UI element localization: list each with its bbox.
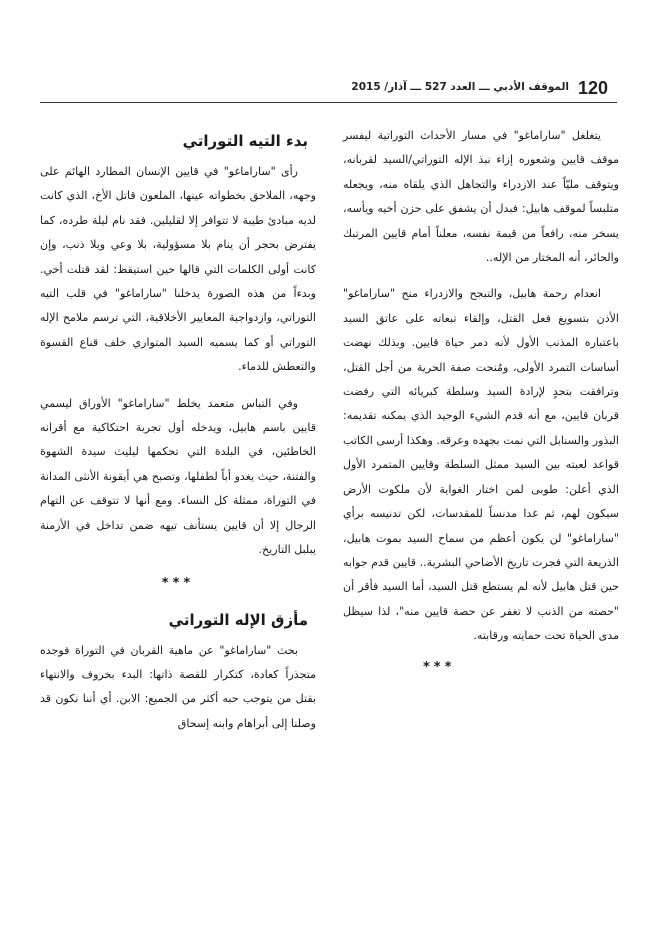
- page-header: [0, 74, 661, 104]
- running-head: الموقف الأدبي ـــ العدد 527 ـــ آذار/ 2015: [351, 81, 569, 93]
- page-number: 120: [578, 78, 609, 98]
- left-column: [40, 130, 316, 736]
- paragraph: وفي التباس متعمد يخلط "ساراماغو" الأوراق ليسمي قايين باسم هابيل، ويدخله أول تجربة احتكاكية مع أقرانه الخاطئين، في البلدة التي تحكمها ليليث سيدة الشهوة والفتنة، حيث يغدو أباً لطفلها، وتصبح هي أيقونة الأنثى المدانة في التوراة، ممثلة كل النساء. ومع أنها لا تتوقف عن التهام الرجال إلا أن قايين يستأنف تيهه ضمن تداخل في الأزمنة يبلبل التاريخ.: [40, 396, 316, 557]
- section-heading: بدء التيه التوراتي: [182, 132, 308, 150]
- section-separator: ***: [423, 659, 456, 675]
- section-heading: مأزق الإله التوراتي: [168, 610, 308, 629]
- right-column: [343, 124, 619, 679]
- section-separator: ***: [161, 575, 195, 591]
- paragraph: بحث "ساراماغو" عن ماهية القربان في التوراة فوجده متجذراً كعادة، كتكرار للقصة ذاتها: البدء بخروف والانتهاء بقتل من يتوجب حبه أكثر من الجميع: الابن. أي أننا نكون قد وصلنا إلى أبراهام وابنه إسحاق: [40, 643, 316, 730]
- paragraph: انعدام رحمة هابيل، والتبجح والازدراء منح "ساراماغو" الأذن بتسويغ فعل القتل، وإلقاء تبعاته على عاتق السيد باعتباره المذنب الأول لأنه دمر حياة قايين. وبذلك نهضت أساسات التمرد الأولى، ومُنحت صفة الحرية من أجل القتل، وترافقت بتحدٍ لإرادة السيد وسلطة كبريائه التي رفضت قربان قايين، مع أنه قدم الشيء الوحيد الذي يمكنه تقديمه: البذور والسنابل التي نمت بجهده وعرقه. وهكذا أرسى الكاتب قواعد لعبته بين السيد ممثل السلطة وقايين المتمرد الأول الذي أعلن: طوبى لمن اختار الغواية لأن ملكوت الأرض سيكون لهم، ثم غدا مدنساً للمقدسات، لكن تدنيسه برأي "ساراماغو" لن يكون أعظم من سماح السيد بموت هابيل، الذريعة التي فجرت تاريخ الأضاحي البشرية.. قايين قدم جوابه حين قتل هابيل لأنه لم يستطع قتل السيد، أما السيد فأقر أن "حصته من الذنب لا تغفر عن حصة قايين منه"، لذا سيظل مدى الحياة تحت حمايته ورقابته.: [343, 287, 619, 643]
- header-rule: [40, 102, 617, 103]
- paragraph: يتغلغل "ساراماغو" في مسار الأحداث التوراتية ليفسر موقف قايين وشعوره إزاء نبذ الإله التوراتي/السيد لقربانه، ويتوقف مليّاً عند الازدراء والتجاهل الذي يلقاه منه، ويجعله متلبساً لموقف هابيل: فبدل أن يشفق على حزن أخيه ويأسه، يسخر منه، رافعاً من قيمة نفسه، معلناً أمام قايين المرتبك والحائر، أنه المختار من الإله..: [343, 129, 619, 265]
- paragraph: رأى "ساراماغو" في قايين الإنسان المطارد الهائم على وجهه، الملاحق بخطواته عينها، الملعون قاتل الأخ، الذي كانت لديه مبادئ طيبة لا تتوافر إلا لقليلين. فقد نام ليلة طرده، كما يفترض بحجر أن ينام بلا مسؤولية، بلا وعي وبلا ذنب، وإن كانت أولى الكلمات التي قالها حين استيقظ: لقد قتلت أخي. وبدءاً من هذه الصورة يدخلنا "ساراماغو" في قلب التيه التوراتي، وازدواجية المعايير الأخلاقية، التي ترسم ملامح الإله التوراتي أو كما يسميه السيد المتواري خلف قناع القسوة والتعطش للدماء.: [40, 165, 316, 374]
